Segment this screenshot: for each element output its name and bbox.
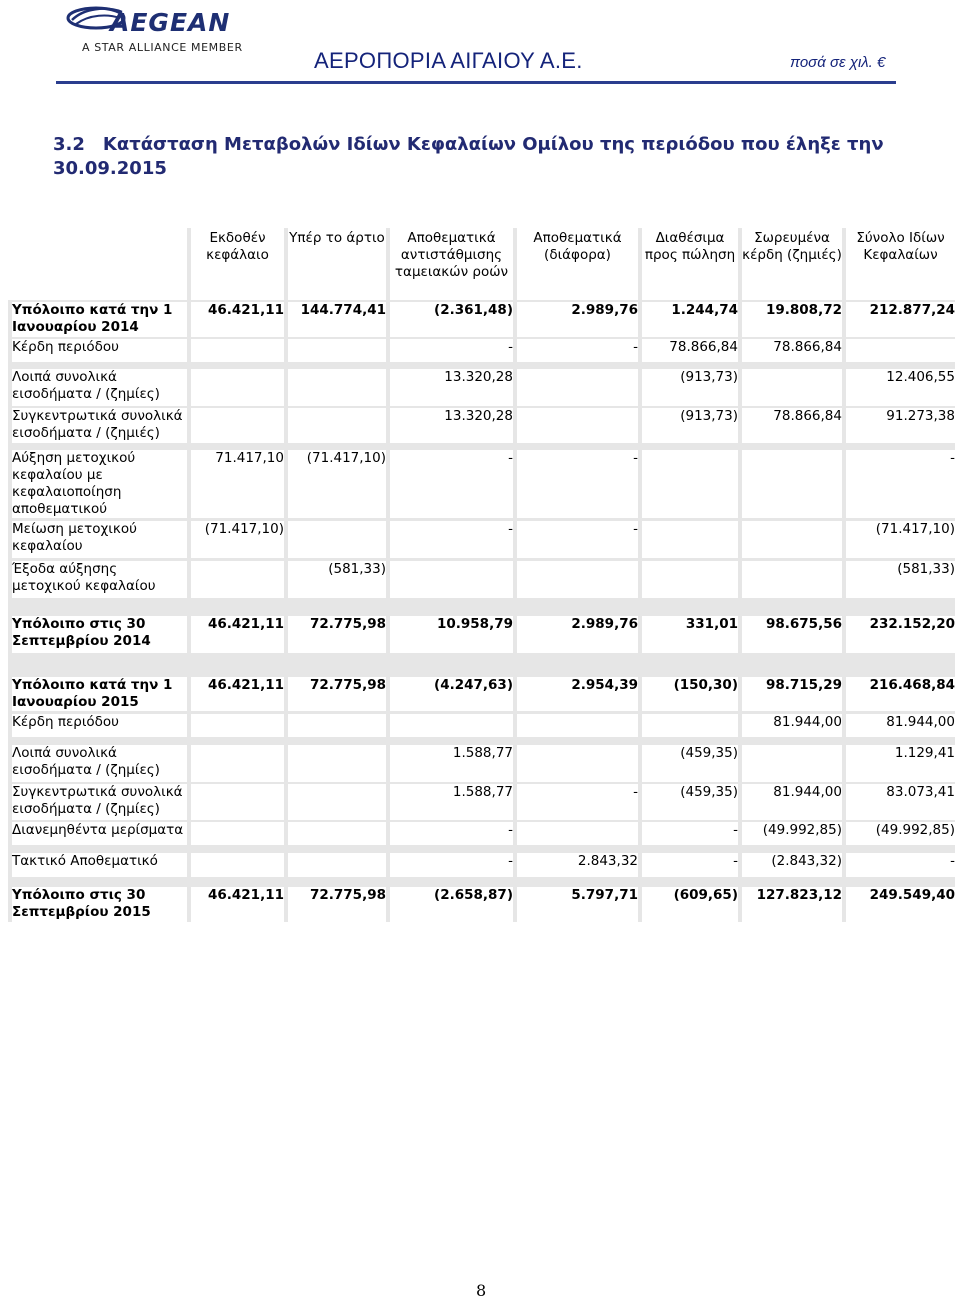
table-cell	[517, 408, 638, 443]
section-title-line1: Κατάσταση Μεταβολών Ιδίων Κεφαλαίων Ομίλου της περιόδου που έληξε την	[102, 134, 884, 155]
row-label: Λοιπά συνολικά εισοδήματα / (ζημίες)	[12, 369, 187, 406]
section-title-line2: 30.09.2015	[53, 158, 167, 179]
table-cell	[517, 745, 638, 782]
table-cell	[517, 369, 638, 406]
table-cell: 72.775,98	[288, 887, 386, 922]
table-cell: 127.823,12	[742, 887, 842, 922]
table-cell: 1.244,74	[642, 302, 738, 337]
table-cell: 46.421,11	[191, 887, 284, 922]
logo-name: AEGEAN	[110, 8, 231, 37]
table-cell: (2.361,48)	[390, 302, 513, 337]
table-cell	[191, 822, 284, 845]
table-cell: 249.549,40	[846, 887, 955, 922]
table-cell	[288, 408, 386, 443]
table-cell	[390, 561, 513, 598]
table-cell: -	[390, 853, 513, 877]
header-rule	[56, 81, 896, 84]
table-cell	[288, 369, 386, 406]
table-cell: 98.675,56	[742, 616, 842, 653]
table-cell: (49.992,85)	[742, 822, 842, 845]
table-cell: 12.406,55	[846, 369, 955, 406]
table-cell	[288, 714, 386, 737]
header-blank	[8, 228, 187, 300]
column-header: Σύνολο Ιδίων Κεφαλαίων	[846, 228, 955, 300]
table-cell	[288, 822, 386, 845]
table-cell: -	[517, 784, 638, 820]
table-cell: 46.421,11	[191, 616, 284, 653]
table-cell: -	[390, 521, 513, 558]
table-cell	[390, 714, 513, 737]
table-cell: 81.944,00	[742, 714, 842, 737]
table-cell: 91.273,38	[846, 408, 955, 443]
table-cell: 78.866,84	[742, 408, 842, 443]
table-cell: (581,33)	[288, 561, 386, 598]
logo-tagline: A STAR ALLIANCE MEMBER	[82, 41, 243, 54]
table-cell: 72.775,98	[288, 616, 386, 653]
table-cell: (581,33)	[846, 561, 955, 598]
row-label: Μείωση μετοχικού κεφαλαίου	[12, 521, 187, 558]
row-label: Κέρδη περιόδου	[12, 339, 187, 362]
table-cell: (913,73)	[642, 369, 738, 406]
section-number: 3.2	[53, 134, 85, 155]
row-label: Έξοδα αύξησης μετοχικού κεφαλαίου	[12, 561, 187, 598]
table-cell	[288, 745, 386, 782]
table-cell	[742, 521, 842, 558]
table-cell: -	[846, 450, 955, 518]
page-number: 8	[476, 1281, 487, 1300]
table-cell: (71.417,10)	[846, 521, 955, 558]
table-cell: (459,35)	[642, 745, 738, 782]
table-cell: (2.658,87)	[390, 887, 513, 922]
table-cell	[742, 369, 842, 406]
table-cell: -	[517, 521, 638, 558]
table-cell: 212.877,24	[846, 302, 955, 337]
table-cell: 98.715,29	[742, 677, 842, 711]
table-cell: 13.320,28	[390, 369, 513, 406]
table-cell	[191, 714, 284, 737]
table-cell	[191, 339, 284, 362]
table-cell: 216.468,84	[846, 677, 955, 711]
table-cell: -	[846, 853, 955, 877]
row-label: Αύξηση μετοχικού κεφαλαίου με κεφαλαιοποίηση αποθεματικού	[12, 450, 187, 518]
table-cell: 2.989,76	[517, 616, 638, 653]
row-label: Συγκεντρωτικά συνολικά εισοδήματα / (ζημίες)	[12, 784, 187, 820]
row-label: Υπόλοιπο κατά την 1 Ιανουαρίου 2014	[12, 302, 187, 337]
column-header: Εκδοθέν κεφάλαιο	[191, 228, 284, 300]
table-cell	[642, 450, 738, 518]
row-label: Υπόλοιπο στις 30 Σεπτεμβρίου 2015	[12, 887, 187, 922]
table-cell	[742, 745, 842, 782]
table-cell	[191, 369, 284, 406]
column-header: Υπέρ το άρτιο	[288, 228, 386, 300]
table-cell: 46.421,11	[191, 302, 284, 337]
table-cell: -	[517, 450, 638, 518]
row-label: Υπόλοιπο στις 30 Σεπτεμβρίου 2014	[12, 616, 187, 653]
table-cell: 13.320,28	[390, 408, 513, 443]
table-cell	[642, 714, 738, 737]
table-cell	[288, 784, 386, 820]
table-cell: 71.417,10	[191, 450, 284, 518]
table-cell: (913,73)	[642, 408, 738, 443]
table-cell	[288, 853, 386, 877]
row-label: Λοιπά συνολικά εισοδήματα / (ζημίες)	[12, 745, 187, 782]
table-cell: 78.866,84	[642, 339, 738, 362]
row-label: Κέρδη περιόδου	[12, 714, 187, 737]
table-cell: 1.129,41	[846, 745, 955, 782]
row-label: Υπόλοιπο κατά την 1 Ιανουαρίου 2015	[12, 677, 187, 711]
table-cell: 10.958,79	[390, 616, 513, 653]
table-cell	[517, 822, 638, 845]
table-cell	[288, 339, 386, 362]
table-cell: -	[517, 339, 638, 362]
table-cell: -	[642, 853, 738, 877]
table-cell	[191, 408, 284, 443]
table-cell: (459,35)	[642, 784, 738, 820]
table-cell: 2.954,39	[517, 677, 638, 711]
row-label: Διανεμηθέντα μερίσματα	[12, 822, 187, 845]
table-cell: -	[390, 339, 513, 362]
table-cell: (150,30)	[642, 677, 738, 711]
table-cell	[191, 784, 284, 820]
table-cell	[846, 339, 955, 362]
table-cell	[642, 521, 738, 558]
table-cell: 81.944,00	[846, 714, 955, 737]
row-label: Τακτικό Αποθεματικό	[12, 853, 187, 877]
table-cell: 331,01	[642, 616, 738, 653]
table-cell	[517, 561, 638, 598]
table-cell: 19.808,72	[742, 302, 842, 337]
table-cell	[191, 853, 284, 877]
table-cell	[191, 561, 284, 598]
table-cell: 5.797,71	[517, 887, 638, 922]
table-cell	[288, 521, 386, 558]
table-cell: (49.992,85)	[846, 822, 955, 845]
table-cell	[742, 561, 842, 598]
table-cell	[742, 450, 842, 518]
table-cell: 1.588,77	[390, 784, 513, 820]
table-cell	[191, 745, 284, 782]
table-cell: 232.152,20	[846, 616, 955, 653]
table-cell	[517, 714, 638, 737]
table-cell: 144.774,41	[288, 302, 386, 337]
column-header: Αποθεματικά αντιστάθμισης ταμειακών ροών	[390, 228, 513, 300]
amounts-note: ποσά σε χιλ. €	[790, 54, 886, 71]
table-cell: 2.843,32	[517, 853, 638, 877]
table-cell: 78.866,84	[742, 339, 842, 362]
table-cell: (4.247,63)	[390, 677, 513, 711]
table-cell: 1.588,77	[390, 745, 513, 782]
table-cell: 46.421,11	[191, 677, 284, 711]
column-header: Αποθεματικά (διάφορα)	[517, 228, 638, 300]
table-cell: (609,65)	[642, 887, 738, 922]
table-cell: -	[390, 822, 513, 845]
table-cell	[642, 561, 738, 598]
column-header: Σωρευμένα κέρδη (ζημιές)	[742, 228, 842, 300]
company-name: ΑΕΡΟΠΟΡΙΑ ΑΙΓΑΙΟΥ Α.Ε.	[314, 48, 583, 73]
table-cell: 81.944,00	[742, 784, 842, 820]
table-cell: 83.073,41	[846, 784, 955, 820]
section-title	[53, 133, 923, 181]
table-cell: 72.775,98	[288, 677, 386, 711]
table-cell: (2.843,32)	[742, 853, 842, 877]
column-header: Διαθέσιμα προς πώληση	[642, 228, 738, 300]
table-cell: (71.417,10)	[191, 521, 284, 558]
table-cell: -	[390, 450, 513, 518]
table-cell: -	[642, 822, 738, 845]
table-cell: (71.417,10)	[288, 450, 386, 518]
table-cell: 2.989,76	[517, 302, 638, 337]
row-label: Συγκεντρωτικά συνολικά εισοδήματα / (ζημιές)	[12, 408, 187, 443]
